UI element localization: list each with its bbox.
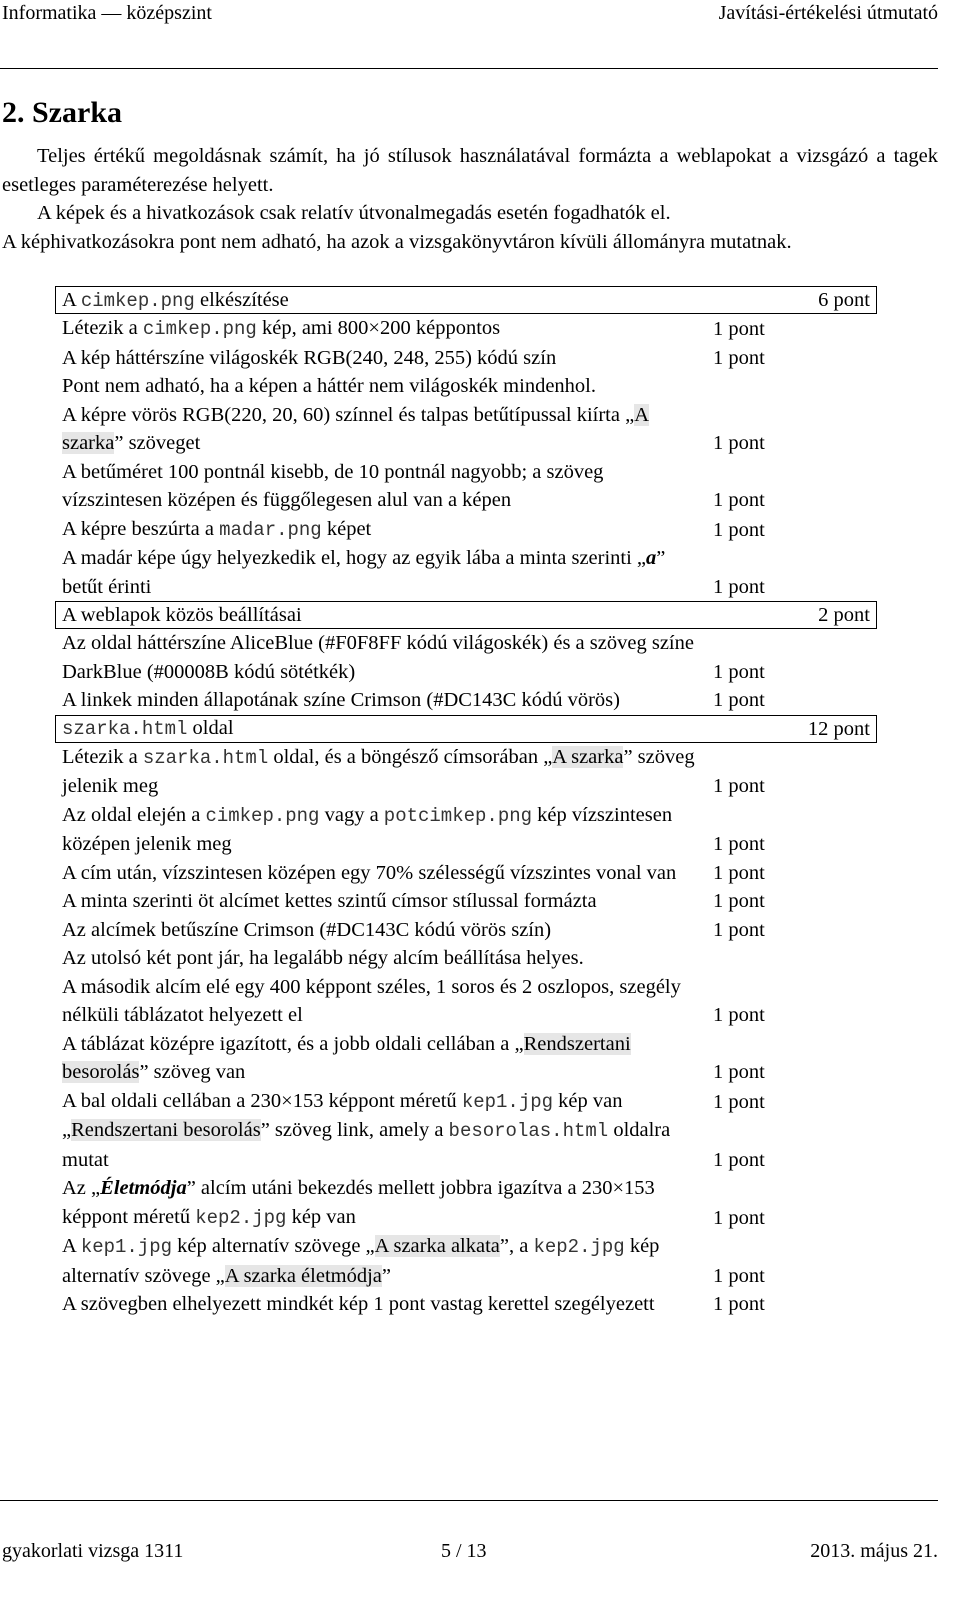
page-header <box>0 2 938 32</box>
criterion-row <box>55 1087 877 1117</box>
criterion-row <box>55 944 877 973</box>
criterion-text: A betűméret 100 pontnál kisebb, de 10 pontnál nagyobb; a szöveg vízszintesen középen és függőlegesen alul van a képen <box>62 460 604 511</box>
section-header <box>55 601 877 629</box>
criterion-row <box>55 743 877 801</box>
criterion-points: 1 pont <box>713 1293 765 1315</box>
section-points: 12 pont <box>807 717 870 740</box>
criterion-row <box>55 401 877 458</box>
criterion-row <box>55 458 877 515</box>
criterion-points: 1 pont <box>713 1264 765 1287</box>
criterion-row <box>55 544 877 601</box>
criterion-text: Az utolsó két pont jár, ha legalább négy alcím beállítása helyes. <box>62 947 584 969</box>
criterion-text: A minta szerinti öt alcímet kettes szintű címsor stílussal formázta <box>62 890 597 912</box>
criterion-points: 1 pont <box>713 518 765 541</box>
criterion-text: Az „Életmódja” alcím utáni bekezdés mellett jobbra igazítva a 230×153 képpont méretű kep2.jpg kép van <box>62 1177 655 1229</box>
criterion-points: 1 pont <box>713 660 765 683</box>
criterion-row <box>55 973 877 1030</box>
criterion-points: 1 pont <box>713 890 765 912</box>
criterion-points: 1 pont <box>713 346 765 369</box>
criterion-row <box>55 801 877 859</box>
section-title: A cimkep.png elkészítése <box>62 288 289 312</box>
section-points: 6 pont <box>818 289 870 311</box>
criterion-points: 1 pont <box>713 432 765 454</box>
criterion-row <box>55 515 877 545</box>
criterion-points: 1 pont <box>713 575 765 598</box>
section-title: A weblapok közös beállításai <box>62 604 302 626</box>
criterion-points: 1 pont <box>713 489 765 511</box>
criterion-row <box>55 1232 877 1290</box>
criterion-text: A cím után, vízszintesen középen egy 70% szélességű vízszintes vonal van <box>62 861 677 884</box>
criterion-text: A madár képe úgy helyezkedik el, hogy az egyik lába a minta szerinti „a” betűt érinti <box>62 547 666 598</box>
criterion-text: Létezik a szarka.html oldal, és a böngésző címsorában „A szarka” szöveg jelenik meg <box>62 745 695 797</box>
intro-paragraph: Teljes értékű megoldásnak számít, ha jó stílusok használatával formázta a weblapokat a vizsgázó a tagek esetleges paraméterezése helyett. <box>2 145 938 196</box>
criterion-points: 1 pont <box>713 689 765 711</box>
criterion-text: A bal oldali cellában a 230×153 képpont méretű kep1.jpg kép van <box>62 1089 623 1113</box>
criterion-points: 1 pont <box>713 1206 765 1229</box>
section-header <box>55 286 877 314</box>
criterion-points: 1 pont <box>713 318 765 340</box>
criterion-text: Az oldal elején a cimkep.png vagy a potcimkep.png kép vízszintesen középen jelenik meg <box>62 803 673 855</box>
criterion-row <box>55 1116 877 1174</box>
criterion-text: A képre vörös RGB(220, 20, 60) színnel és talpas betűtípussal kiírta „A szarka” szöveget <box>62 403 650 454</box>
footer-date: 2013. május 21. <box>810 1540 938 1562</box>
criterion-points: 1 pont <box>713 1061 765 1083</box>
criterion-text: A második alcím elé egy 400 képpont széles, 1 soros és 2 oszlopos, szegély nélküli táblázatot helyezett el <box>62 975 681 1026</box>
section-points: 2 pont <box>818 604 870 626</box>
criterion-row <box>55 859 877 888</box>
criterion-row <box>55 686 877 715</box>
criterion-text: „Rendszertani besorolás” szöveg link, amely a besorolas.html oldalra mutat <box>62 1119 671 1171</box>
criterion-row <box>55 1174 877 1232</box>
criterion-text: A szövegben elhelyezett mindkét kép 1 pont vastag kerettel szegélyezett <box>62 1293 655 1315</box>
page-footer <box>0 1540 938 1563</box>
grading-table <box>55 286 877 1319</box>
criterion-row <box>55 1290 877 1319</box>
criterion-row <box>55 372 877 401</box>
section-title: szarka.html oldal <box>62 717 234 740</box>
criterion-text: A táblázat középre igazított, és a jobb oldali cellában a „Rendszertani besorolás” szöveg van <box>62 1032 631 1083</box>
criterion-text: A kép háttérszíne világoskék RGB(240, 248, 255) kódú szín <box>62 346 557 369</box>
criterion-row <box>55 314 877 344</box>
criterion-text: Pont nem adható, ha a képen a háttér nem világoskék mindenhol. <box>62 375 596 397</box>
criterion-text: A linkek minden állapotának színe Crimson (#DC143C kódú vörös) <box>62 689 620 711</box>
criterion-text: Az oldal háttérszíne AliceBlue (#F0F8FF kódú világoskék) és a szöveg színe DarkBlue (#00008B kódú sötétkék) <box>62 632 694 683</box>
intro-paragraph: A képhivatkozásokra pont nem adható, ha azok a vizsgakönyvtáron kívüli állományra mutatnak. <box>2 230 792 253</box>
criterion-row <box>55 344 877 373</box>
criterion-points: 1 pont <box>713 1004 765 1026</box>
criterion-points: 1 pont <box>713 1090 765 1113</box>
task-title: 2. Szarka <box>2 96 122 129</box>
criterion-text: A képre beszúrta a madar.png képet <box>62 517 372 541</box>
criterion-text: Létezik a cimkep.png kép, ami 800×200 képpontos <box>62 317 501 340</box>
footer-rule <box>0 1500 938 1501</box>
criterion-points: 1 pont <box>713 775 765 797</box>
criterion-row <box>55 887 877 916</box>
criterion-points: 1 pont <box>713 1148 765 1171</box>
criterion-text: Az alcímek betűszíne Crimson (#DC143C kódú vörös szín) <box>62 918 552 941</box>
header-rule <box>0 68 938 69</box>
intro-text <box>2 142 938 256</box>
footer-page-number: 5 / 13 <box>441 1540 487 1562</box>
header-doc-type: Javítási-értékelési útmutató <box>718 2 938 24</box>
intro-paragraph: A képek és a hivatkozások csak relatív útvonalmegadás esetén fogadhatók el. <box>37 202 671 224</box>
criterion-points: 1 pont <box>713 861 765 884</box>
criterion-row <box>55 916 877 945</box>
criterion-row <box>55 1030 877 1087</box>
criterion-points: 1 pont <box>713 833 765 855</box>
criterion-points: 1 pont <box>713 918 765 941</box>
footer-exam-code: gyakorlati vizsga 1311 <box>2 1540 184 1562</box>
criterion-text: A kep1.jpg kép alternatív szövege „A szarka alkata”, a kep2.jpg kép alternatív szövege „A szarka életmódja” <box>62 1235 660 1287</box>
section-header <box>55 715 877 743</box>
header-subject: Informatika — középszint <box>2 2 212 24</box>
criterion-row <box>55 629 877 686</box>
